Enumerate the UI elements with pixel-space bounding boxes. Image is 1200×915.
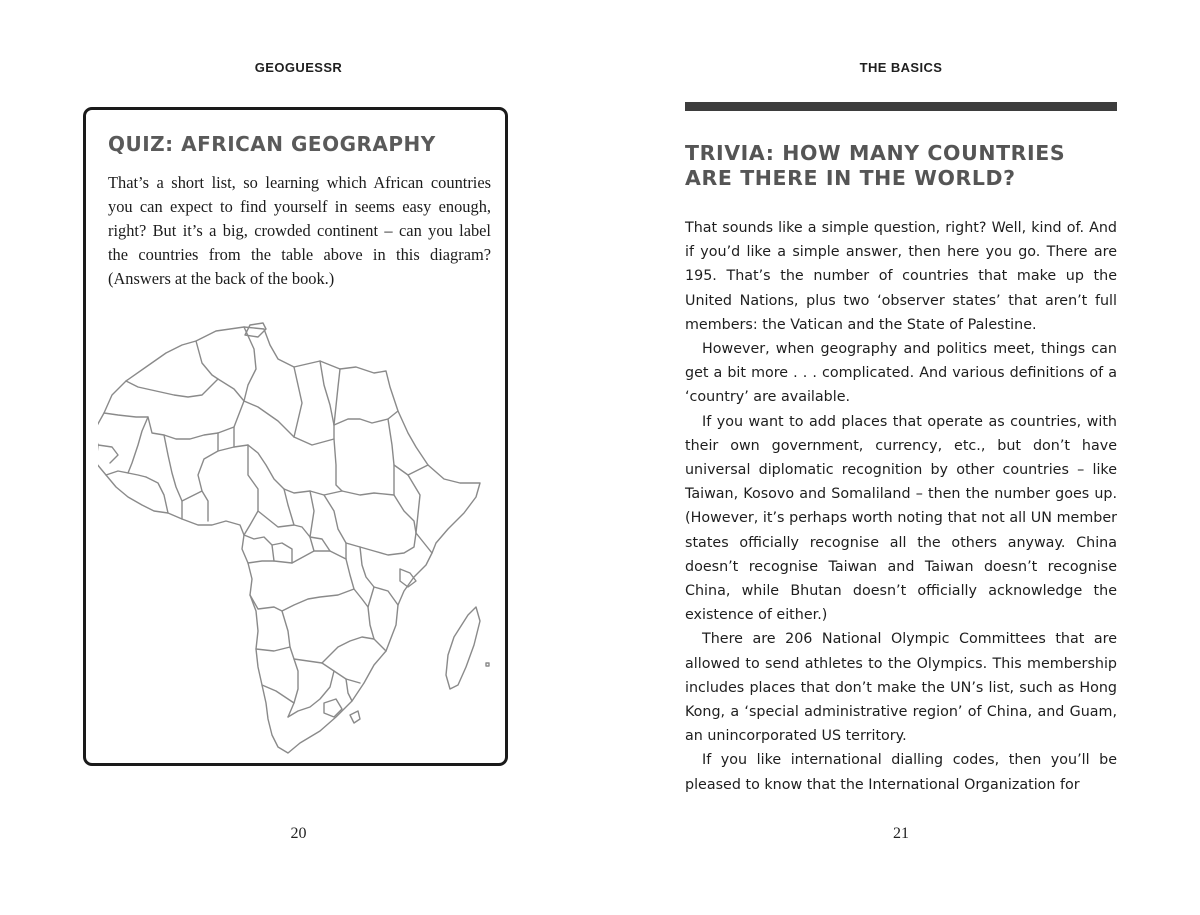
quiz-body: That’s a short list, so learning which African countries you can expect to find yourself in seems easy enough, right? But it’s a big, crowded continent – can you label the countries from the table above in this diagram? (Answers at the back of the book.) [108, 173, 491, 288]
article-body [685, 216, 1117, 797]
africa-outline-map-icon [98, 315, 493, 760]
page-number: 21 [893, 825, 909, 842]
right-page [600, 0, 1200, 915]
paragraph-1: That sounds like a simple question, right? Well, kind of. And if you’d like a simple answer, then here you go. There are 195. That’s the number of countries that make up the United Nations, plus two ‘observer states’ that aren’t full members: the Vatican and the State of Palestine. [685, 220, 1117, 333]
quiz-title: QUIZ: AFRICAN GEOGRAPHY [108, 132, 436, 156]
running-head: GEOGUESSR [254, 60, 343, 75]
paragraph-2: However, when geography and politics meet, things can get a bit more . . . complicated. And various definitions of a ‘country’ are available. [685, 341, 1117, 406]
running-head: THE BASICS [859, 60, 943, 75]
trivia-title: TRIVIA: HOW MANY COUNTRIES ARE THERE IN THE WORLD? [685, 141, 1066, 190]
quiz-box [83, 107, 508, 766]
paragraph-5: If you like international dialling codes, then you’ll be pleased to know that the International Organization for [685, 752, 1117, 793]
section-rule-bar [685, 102, 1117, 111]
paragraph-4: There are 206 National Olympic Committees that are allowed to send athletes to the Olympics. This membership includes places that don’t make the UN’s list, such as Hong Kong, a ‘special administrative region’ of China, and Guam, an unincorporated US territory. [685, 631, 1117, 745]
paragraph-3: If you want to add places that operate as countries, with their own government, currency, etc., but don’t have universal diplomatic recognition by other countries – like Taiwan, Kosovo and Somaliland – then the number goes up. (However, it’s perhaps worth noting that not all UN member states officially recognise all the others anyway. China doesn’t recognise Taiwan and Taiwan doesn’t recognise China, while Bhutan doesn’t officially acknowledge the existence of either.) [685, 413, 1117, 624]
page-number: 20 [290, 825, 307, 842]
